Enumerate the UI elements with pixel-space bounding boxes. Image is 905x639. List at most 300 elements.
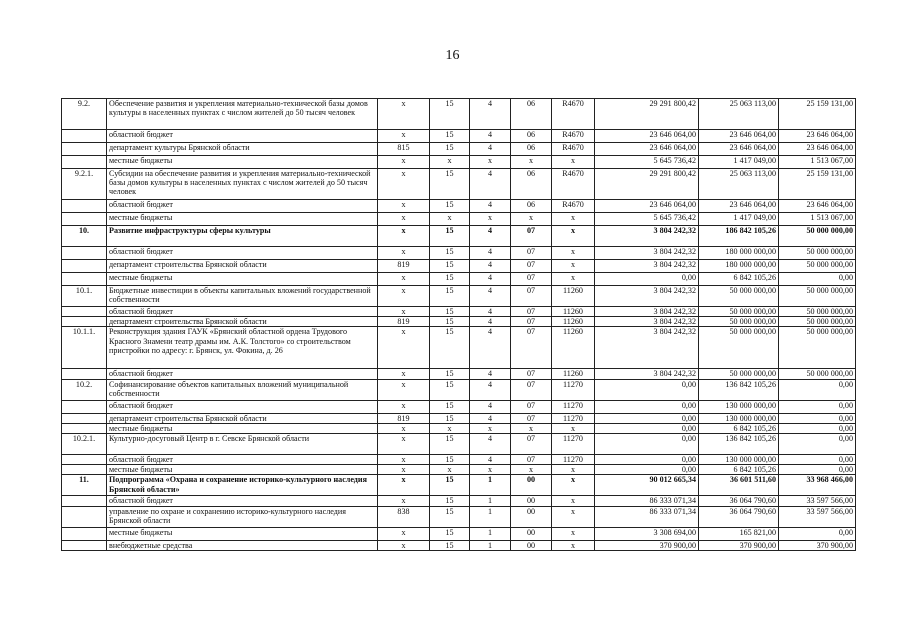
row-name: местные бюджеты — [107, 527, 378, 540]
code-ministry: х — [378, 130, 430, 143]
code-program: 15 — [430, 527, 470, 540]
code-ministry: х — [378, 527, 430, 540]
code-event: 07 — [511, 379, 552, 400]
amount-year-2: 130 000 000,00 — [699, 413, 779, 423]
code-direction: 11260 — [552, 327, 595, 369]
code-subprogram: 4 — [470, 317, 511, 327]
code-program: 15 — [430, 260, 470, 273]
amount-year-3: 25 159 131,00 — [779, 169, 856, 200]
table-row — [62, 475, 856, 496]
table-row — [62, 527, 856, 540]
row-name: областной бюджет — [107, 369, 378, 379]
amount-year-3: 25 159 131,00 — [779, 99, 856, 130]
code-direction: х — [552, 273, 595, 286]
row-number — [62, 540, 107, 550]
code-program: 15 — [430, 434, 470, 455]
amount-year-2: 50 000 000,00 — [699, 317, 779, 327]
code-event: 06 — [511, 143, 552, 156]
row-number — [62, 496, 107, 506]
amount-year-3: 50 000 000,00 — [779, 317, 856, 327]
code-event: 00 — [511, 506, 552, 527]
amount-year-1: 29 291 800,42 — [595, 99, 699, 130]
amount-year-1: 3 804 242,32 — [595, 260, 699, 273]
amount-year-1: 5 645 736,42 — [595, 213, 699, 226]
row-name: департамент культуры Брянской области — [107, 143, 378, 156]
code-program: 15 — [430, 400, 470, 413]
amount-year-2: 50 000 000,00 — [699, 307, 779, 317]
row-number — [62, 307, 107, 317]
code-direction: R4670 — [552, 143, 595, 156]
code-ministry: х — [378, 99, 430, 130]
code-event: 06 — [511, 200, 552, 213]
code-ministry: х — [378, 273, 430, 286]
amount-year-2: 36 064 790,60 — [699, 496, 779, 506]
amount-year-2: 6 842 105,26 — [699, 423, 779, 433]
code-ministry: х — [378, 540, 430, 550]
amount-year-3: 50 000 000,00 — [779, 307, 856, 317]
code-event: 00 — [511, 496, 552, 506]
table-row — [62, 200, 856, 213]
table-row — [62, 455, 856, 465]
row-name: местные бюджеты — [107, 213, 378, 226]
code-direction: 11270 — [552, 400, 595, 413]
table-row — [62, 540, 856, 550]
code-program: 15 — [430, 247, 470, 260]
row-name: внебюджетные средства — [107, 540, 378, 550]
code-ministry: х — [378, 379, 430, 400]
code-subprogram: 4 — [470, 169, 511, 200]
amount-year-3: 23 646 064,00 — [779, 143, 856, 156]
amount-year-3: 50 000 000,00 — [779, 286, 856, 307]
code-program: х — [430, 156, 470, 169]
row-name: Реконструкция здания ГАУК «Брянский областной ордена Трудового Красного Знамени театр драмы им. А.К. Толстого» со строительством пристройки по адресу: г. Брянск, ул. Фокина, д. 26 — [107, 327, 378, 369]
table-row — [62, 226, 856, 247]
amount-year-1: 90 012 665,34 — [595, 475, 699, 496]
code-direction: 11270 — [552, 455, 595, 465]
code-event: 00 — [511, 540, 552, 550]
code-direction: х — [552, 260, 595, 273]
row-name: местные бюджеты — [107, 423, 378, 433]
amount-year-2: 165 821,00 — [699, 527, 779, 540]
code-event: 07 — [511, 434, 552, 455]
table-row — [62, 286, 856, 307]
amount-year-1: 3 804 242,32 — [595, 327, 699, 369]
code-program: 15 — [430, 226, 470, 247]
code-subprogram: 4 — [470, 307, 511, 317]
amount-year-1: 370 900,00 — [595, 540, 699, 550]
amount-year-1: 3 804 242,32 — [595, 307, 699, 317]
amount-year-1: 3 804 242,32 — [595, 247, 699, 260]
code-subprogram: 1 — [470, 540, 511, 550]
code-ministry: х — [378, 496, 430, 506]
code-program: 15 — [430, 455, 470, 465]
amount-year-2: 130 000 000,00 — [699, 455, 779, 465]
code-subprogram: 4 — [470, 99, 511, 130]
row-name: Обеспечение развития и укрепления материально-технической базы домов культуры в населенных пунктах с числом жителей до 50 тысяч человек — [107, 99, 378, 130]
amount-year-1: 23 646 064,00 — [595, 200, 699, 213]
code-subprogram: 4 — [470, 260, 511, 273]
amount-year-2: 130 000 000,00 — [699, 400, 779, 413]
code-event: х — [511, 423, 552, 433]
code-program: 15 — [430, 307, 470, 317]
row-number: 10.1. — [62, 286, 107, 307]
code-subprogram: 4 — [470, 143, 511, 156]
amount-year-2: 180 000 000,00 — [699, 247, 779, 260]
code-subprogram: 4 — [470, 379, 511, 400]
row-name: Софинансирование объектов капитальных вложений муниципальной собственности — [107, 379, 378, 400]
row-number: 10.1.1. — [62, 327, 107, 369]
code-event: х — [511, 156, 552, 169]
code-ministry: х — [378, 169, 430, 200]
row-number — [62, 369, 107, 379]
code-ministry: х — [378, 213, 430, 226]
code-subprogram: х — [470, 465, 511, 475]
code-ministry: 815 — [378, 143, 430, 156]
amount-year-2: 370 900,00 — [699, 540, 779, 550]
amount-year-3: 23 646 064,00 — [779, 130, 856, 143]
amount-year-3: 0,00 — [779, 379, 856, 400]
amount-year-3: 33 597 566,00 — [779, 496, 856, 506]
amount-year-3: 33 968 466,00 — [779, 475, 856, 496]
code-subprogram: х — [470, 423, 511, 433]
code-subprogram: 4 — [470, 327, 511, 369]
code-subprogram: 4 — [470, 200, 511, 213]
amount-year-2: 23 646 064,00 — [699, 130, 779, 143]
amount-year-2: 50 000 000,00 — [699, 327, 779, 369]
amount-year-1: 29 291 800,42 — [595, 169, 699, 200]
code-direction: х — [552, 226, 595, 247]
row-number — [62, 455, 107, 465]
amount-year-3: 0,00 — [779, 527, 856, 540]
amount-year-2: 50 000 000,00 — [699, 369, 779, 379]
table-row — [62, 130, 856, 143]
row-number — [62, 156, 107, 169]
code-event: 07 — [511, 307, 552, 317]
row-name: областной бюджет — [107, 130, 378, 143]
row-number: 9.2. — [62, 99, 107, 130]
amount-year-1: 5 645 736,42 — [595, 156, 699, 169]
amount-year-2: 25 063 113,00 — [699, 99, 779, 130]
row-name: департамент строительства Брянской области — [107, 317, 378, 327]
code-ministry: 819 — [378, 260, 430, 273]
amount-year-2: 180 000 000,00 — [699, 260, 779, 273]
code-direction: х — [552, 156, 595, 169]
amount-year-2: 23 646 064,00 — [699, 143, 779, 156]
code-subprogram: 4 — [470, 413, 511, 423]
amount-year-1: 3 804 242,32 — [595, 369, 699, 379]
row-name: областной бюджет — [107, 400, 378, 413]
code-ministry: х — [378, 434, 430, 455]
amount-year-3: 1 513 067,00 — [779, 213, 856, 226]
row-number — [62, 317, 107, 327]
code-subprogram: 1 — [470, 527, 511, 540]
amount-year-3: 0,00 — [779, 273, 856, 286]
code-program: 15 — [430, 317, 470, 327]
table-row — [62, 307, 856, 317]
row-name: областной бюджет — [107, 247, 378, 260]
table-row — [62, 413, 856, 423]
code-event: 07 — [511, 286, 552, 307]
code-direction: R4670 — [552, 130, 595, 143]
code-event: 07 — [511, 247, 552, 260]
code-event: 06 — [511, 130, 552, 143]
code-ministry: х — [378, 327, 430, 369]
amount-year-1: 0,00 — [595, 423, 699, 433]
amount-year-1: 3 804 242,32 — [595, 286, 699, 307]
amount-year-1: 3 804 242,32 — [595, 317, 699, 327]
code-program: 15 — [430, 286, 470, 307]
row-number — [62, 213, 107, 226]
amount-year-3: 0,00 — [779, 413, 856, 423]
code-event: 07 — [511, 455, 552, 465]
amount-year-2: 6 842 105,26 — [699, 465, 779, 475]
page-number: 16 — [445, 48, 460, 63]
amount-year-1: 3 308 694,00 — [595, 527, 699, 540]
code-ministry: х — [378, 226, 430, 247]
code-ministry: х — [378, 307, 430, 317]
code-program: 15 — [430, 200, 470, 213]
table-row — [62, 260, 856, 273]
table-row — [62, 465, 856, 475]
row-number: 9.2.1. — [62, 169, 107, 200]
code-direction: х — [552, 527, 595, 540]
table-row — [62, 169, 856, 200]
amount-year-1: 0,00 — [595, 273, 699, 286]
row-name: местные бюджеты — [107, 156, 378, 169]
row-name: Бюджетные инвестиции в объекты капитальных вложений государственной собственности — [107, 286, 378, 307]
row-number — [62, 200, 107, 213]
code-direction: х — [552, 423, 595, 433]
code-event: 07 — [511, 260, 552, 273]
amount-year-1: 86 333 071,34 — [595, 506, 699, 527]
table-row — [62, 213, 856, 226]
row-number: 10.2.1. — [62, 434, 107, 455]
code-ministry: х — [378, 475, 430, 496]
row-name: департамент строительства Брянской области — [107, 260, 378, 273]
code-subprogram: 4 — [470, 286, 511, 307]
code-event: 06 — [511, 99, 552, 130]
row-number — [62, 260, 107, 273]
code-subprogram: 4 — [470, 273, 511, 286]
amount-year-3: 1 513 067,00 — [779, 156, 856, 169]
code-program: 15 — [430, 99, 470, 130]
row-name: областной бюджет — [107, 455, 378, 465]
amount-year-1: 0,00 — [595, 455, 699, 465]
amount-year-2: 1 417 049,00 — [699, 156, 779, 169]
code-program: 15 — [430, 273, 470, 286]
row-name: областной бюджет — [107, 496, 378, 506]
amount-year-2: 136 842 105,26 — [699, 434, 779, 455]
code-program: х — [430, 423, 470, 433]
code-subprogram: 1 — [470, 496, 511, 506]
code-program: 15 — [430, 327, 470, 369]
amount-year-3: 0,00 — [779, 423, 856, 433]
code-subprogram: 4 — [470, 400, 511, 413]
row-number: 10. — [62, 226, 107, 247]
row-name: областной бюджет — [107, 200, 378, 213]
table-row — [62, 247, 856, 260]
code-ministry: х — [378, 400, 430, 413]
table-row — [62, 317, 856, 327]
code-program: х — [430, 465, 470, 475]
amount-year-3: 50 000 000,00 — [779, 226, 856, 247]
amount-year-3: 50 000 000,00 — [779, 247, 856, 260]
code-subprogram: 4 — [470, 434, 511, 455]
amount-year-3: 0,00 — [779, 465, 856, 475]
row-name: управление по охране и сохранению историко-культурного наследия Брянской области — [107, 506, 378, 527]
code-event: 07 — [511, 413, 552, 423]
code-event: 07 — [511, 400, 552, 413]
code-program: 15 — [430, 143, 470, 156]
budget-table — [61, 98, 856, 551]
amount-year-3: 50 000 000,00 — [779, 327, 856, 369]
table-row — [62, 496, 856, 506]
amount-year-3: 33 597 566,00 — [779, 506, 856, 527]
code-program: 15 — [430, 169, 470, 200]
code-direction: R4670 — [552, 169, 595, 200]
code-direction: 11270 — [552, 379, 595, 400]
code-event: 07 — [511, 317, 552, 327]
amount-year-2: 136 842 105,26 — [699, 379, 779, 400]
amount-year-2: 36 064 790,60 — [699, 506, 779, 527]
row-number — [62, 143, 107, 156]
code-direction: 11260 — [552, 317, 595, 327]
row-name: местные бюджеты — [107, 273, 378, 286]
code-event: 07 — [511, 369, 552, 379]
table-row — [62, 506, 856, 527]
row-number: 10.2. — [62, 379, 107, 400]
code-event: 00 — [511, 527, 552, 540]
code-program: 15 — [430, 413, 470, 423]
amount-year-3: 23 646 064,00 — [779, 200, 856, 213]
amount-year-1: 86 333 071,34 — [595, 496, 699, 506]
row-number — [62, 247, 107, 260]
code-ministry: 819 — [378, 413, 430, 423]
amount-year-3: 0,00 — [779, 455, 856, 465]
code-subprogram: 1 — [470, 475, 511, 496]
amount-year-3: 370 900,00 — [779, 540, 856, 550]
code-program: 15 — [430, 475, 470, 496]
table-body — [62, 99, 856, 551]
amount-year-2: 186 842 105,26 — [699, 226, 779, 247]
amount-year-3: 50 000 000,00 — [779, 260, 856, 273]
amount-year-2: 25 063 113,00 — [699, 169, 779, 200]
code-event: 00 — [511, 475, 552, 496]
code-program: 15 — [430, 540, 470, 550]
code-program: 15 — [430, 506, 470, 527]
amount-year-2: 6 842 105,26 — [699, 273, 779, 286]
amount-year-1: 23 646 064,00 — [595, 130, 699, 143]
code-ministry: х — [378, 465, 430, 475]
code-direction: х — [552, 540, 595, 550]
amount-year-2: 50 000 000,00 — [699, 286, 779, 307]
code-direction: х — [552, 475, 595, 496]
code-ministry: 838 — [378, 506, 430, 527]
code-program: 15 — [430, 130, 470, 143]
table-row — [62, 379, 856, 400]
code-direction: х — [552, 247, 595, 260]
row-number — [62, 527, 107, 540]
code-event: 07 — [511, 327, 552, 369]
code-subprogram: х — [470, 156, 511, 169]
code-ministry: х — [378, 286, 430, 307]
code-program: 15 — [430, 369, 470, 379]
row-name: областной бюджет — [107, 307, 378, 317]
amount-year-3: 0,00 — [779, 434, 856, 455]
table-row — [62, 423, 856, 433]
amount-year-1: 0,00 — [595, 400, 699, 413]
row-name: местные бюджеты — [107, 465, 378, 475]
row-name: Субсидии на обеспечение развития и укрепления материально-технической базы домов культуры в населенных пунктах с числом жителей до 50 тысяч человек — [107, 169, 378, 200]
code-direction: 11260 — [552, 369, 595, 379]
table-row — [62, 400, 856, 413]
table-row — [62, 434, 856, 455]
code-subprogram: 4 — [470, 455, 511, 465]
table-row — [62, 369, 856, 379]
code-subprogram: х — [470, 213, 511, 226]
row-number — [62, 130, 107, 143]
code-direction: х — [552, 213, 595, 226]
code-ministry: х — [378, 423, 430, 433]
amount-year-1: 0,00 — [595, 465, 699, 475]
code-ministry: 819 — [378, 317, 430, 327]
row-number — [62, 400, 107, 413]
code-program: х — [430, 213, 470, 226]
code-subprogram: 4 — [470, 247, 511, 260]
amount-year-2: 1 417 049,00 — [699, 213, 779, 226]
code-event: 06 — [511, 169, 552, 200]
code-direction: R4670 — [552, 99, 595, 130]
row-number — [62, 423, 107, 433]
amount-year-1: 23 646 064,00 — [595, 143, 699, 156]
code-ministry: х — [378, 156, 430, 169]
table-row — [62, 99, 856, 130]
code-ministry: х — [378, 200, 430, 213]
row-name: Подпрограмма «Охрана и сохранение историко-культурного наследия Брянской области» — [107, 475, 378, 496]
row-number — [62, 506, 107, 527]
code-program: 15 — [430, 496, 470, 506]
code-ministry: х — [378, 455, 430, 465]
amount-year-3: 0,00 — [779, 400, 856, 413]
amount-year-1: 3 804 242,32 — [595, 226, 699, 247]
table-row — [62, 327, 856, 369]
code-direction: 11270 — [552, 434, 595, 455]
code-direction: R4670 — [552, 200, 595, 213]
code-ministry: х — [378, 247, 430, 260]
code-ministry: х — [378, 369, 430, 379]
row-number — [62, 413, 107, 423]
table-row — [62, 143, 856, 156]
code-direction: х — [552, 465, 595, 475]
code-event: 07 — [511, 273, 552, 286]
code-direction: х — [552, 506, 595, 527]
code-subprogram: 1 — [470, 506, 511, 527]
table-row — [62, 273, 856, 286]
code-program: 15 — [430, 379, 470, 400]
row-name: Культурно-досуговый Центр в г. Севске Брянской области — [107, 434, 378, 455]
amount-year-1: 0,00 — [595, 434, 699, 455]
code-subprogram: 4 — [470, 369, 511, 379]
row-name: Развитие инфраструктуры сферы культуры — [107, 226, 378, 247]
amount-year-1: 0,00 — [595, 413, 699, 423]
code-direction: 11260 — [552, 286, 595, 307]
code-direction: 11260 — [552, 307, 595, 317]
code-subprogram: 4 — [470, 226, 511, 247]
code-direction: х — [552, 496, 595, 506]
table-row — [62, 156, 856, 169]
amount-year-2: 23 646 064,00 — [699, 200, 779, 213]
amount-year-1: 0,00 — [595, 379, 699, 400]
